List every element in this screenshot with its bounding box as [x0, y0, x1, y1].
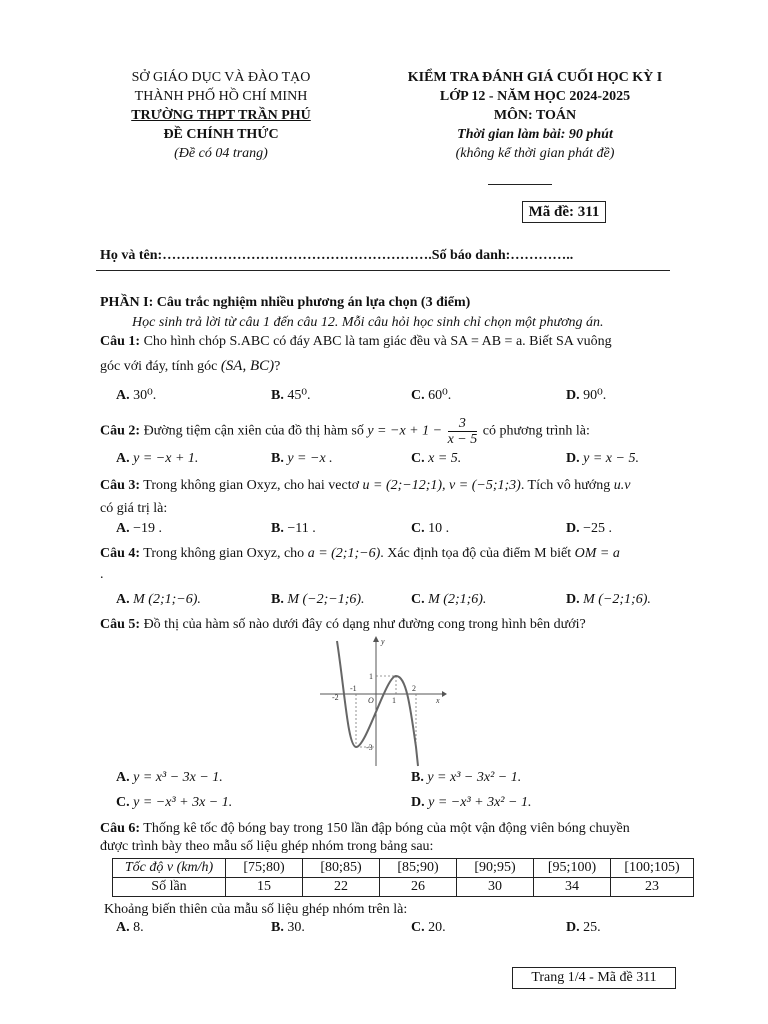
- q1-text-end: ?: [274, 359, 281, 374]
- q2-text-a: Đường tiệm cận xiên của đồ thị hàm số: [140, 423, 368, 439]
- q2-label: Câu 2:: [100, 423, 141, 439]
- q4-om-expr: OM = a: [574, 546, 620, 561]
- table-cell: 34: [534, 878, 611, 897]
- header-left: [96, 68, 346, 163]
- q2-option-b[interactable]: B. y = −x .: [271, 451, 333, 466]
- q3-u-vector: u = (2;−12;1),: [362, 478, 450, 493]
- header-right: [360, 68, 710, 163]
- q6-frequency-table: [112, 858, 694, 897]
- table-cell: [80;85): [303, 859, 380, 878]
- q3-text-c: có giá trị là:: [100, 501, 168, 516]
- q5-option-a[interactable]: A. y = x³ − 3x − 1.: [116, 770, 223, 785]
- city-name: THÀNH PHỐ HỒ CHÍ MINH: [134, 89, 308, 104]
- q2-option-a[interactable]: A. y = −x + 1.: [116, 451, 199, 466]
- q2-expr: y = −x + 1 −: [367, 423, 443, 439]
- table-header-speed: Tốc độ v (km/h): [113, 859, 226, 878]
- x-axis-arrow: [442, 691, 447, 697]
- table-cell: [75;80): [226, 859, 303, 878]
- department-name: SỞ GIÁO DỤC VÀ ĐÀO TẠO: [131, 70, 311, 85]
- q4-line1: [100, 545, 620, 563]
- q5-text: Đồ thị của hàm số nào dưới đây có dạng như đường cong trong hình bên dưới?: [140, 617, 586, 632]
- q1-option-a[interactable]: A. 30⁰.: [116, 388, 157, 403]
- student-info-line: Họ và tên:………………………………………………….Số báo danh:…………..: [100, 248, 574, 263]
- q6-option-d[interactable]: D. 25.: [566, 920, 601, 935]
- exam-title: KIỂM TRA ĐÁNH GIÁ CUỐI HỌC KỲ I: [407, 70, 663, 85]
- tick-x-neg2: -2: [332, 693, 339, 702]
- tick-x-neg1: -1: [350, 684, 357, 693]
- q2-option-d[interactable]: D. y = x − 5.: [566, 451, 639, 466]
- q1-line2: [100, 357, 280, 376]
- time-limit: Thời gian làm bài: 90 phút: [457, 127, 613, 142]
- tick-x-1: 1: [392, 696, 396, 705]
- official-label: ĐỀ CHÍNH THỨC: [163, 127, 279, 142]
- q4-label: Câu 4:: [100, 546, 141, 561]
- q3-line1: [100, 477, 630, 495]
- table-cell: [90;95): [457, 859, 534, 878]
- q4-text-a: Trong không gian Oxyz, cho: [140, 546, 308, 561]
- grade-year: LỚP 12 - NĂM HỌC 2024-2025: [439, 89, 631, 104]
- q3-label: Câu 3:: [100, 478, 141, 493]
- header-divider: [488, 184, 552, 185]
- table-cell: [85;90): [380, 859, 457, 878]
- table-cell: [95;100): [534, 859, 611, 878]
- q6-text-c: Khoảng biến thiên của mẫu số liệu ghép nhóm trên là:: [104, 902, 408, 917]
- tick-y-1: 1: [369, 672, 373, 681]
- q6-text-a: Thống kê tốc độ bóng bay trong 150 lần đập bóng của một vận động viên bóng chuyền: [140, 821, 630, 836]
- subject: MÔN: TOÁN: [493, 108, 577, 123]
- q5-line1: [100, 616, 586, 634]
- part1-instruction: Học sinh trả lời từ câu 1 đến câu 12. Mỗi câu hỏi học sinh chỉ chọn một phương án.: [132, 315, 604, 330]
- q4-option-a[interactable]: A. M (2;1;−6).: [116, 592, 201, 607]
- q5-label: Câu 5:: [100, 617, 141, 632]
- q5-curve: [337, 641, 418, 766]
- q1-option-d[interactable]: D. 90⁰.: [566, 388, 607, 403]
- q4-option-d[interactable]: D. M (−2;1;6).: [566, 592, 651, 607]
- page-footer: Trang 1/4 - Mã đề 311: [512, 967, 676, 989]
- q6-option-a[interactable]: A. 8.: [116, 920, 144, 935]
- table-header-count: Số lần: [113, 878, 226, 897]
- q5-option-d[interactable]: D. y = −x³ + 3x² − 1.: [411, 795, 532, 810]
- q3-option-c[interactable]: C. 10 .: [411, 521, 450, 536]
- q6-option-c[interactable]: C. 20.: [411, 920, 446, 935]
- q6-option-b[interactable]: B. 30.: [271, 920, 305, 935]
- q3-dot-expr: u.v: [613, 478, 631, 493]
- q4-text-b: . Xác định tọa độ của điểm M biết: [380, 546, 575, 561]
- q1-option-b[interactable]: B. 45⁰.: [271, 388, 311, 403]
- tick-y-neg3: -3: [366, 743, 373, 752]
- page-count-note: (Đề có 04 trang): [174, 146, 268, 161]
- table-cell: 30: [457, 878, 534, 897]
- q6-line1: [100, 820, 630, 838]
- table-cell: 23: [611, 878, 694, 897]
- q3-option-d[interactable]: D. −25 .: [566, 521, 613, 536]
- table-row: [113, 859, 694, 878]
- part1-title: PHẦN I: Câu trắc nghiệm nhiều phương án lựa chọn (3 điểm): [100, 295, 471, 310]
- q1-text-a: Cho hình chóp S.ABC có đáy ABC là tam giác đều và SA = AB = a. Biết SA vuông: [140, 334, 612, 349]
- table-cell: 22: [303, 878, 380, 897]
- q3-option-b[interactable]: B. −11 .: [271, 521, 316, 536]
- table-cell: 26: [380, 878, 457, 897]
- q2-option-c[interactable]: C. x = 5.: [411, 451, 462, 466]
- exam-code-box: Mã đề: 311: [522, 201, 606, 223]
- q3-option-a[interactable]: A. −19 .: [116, 521, 163, 536]
- q5-option-b[interactable]: B. y = x³ − 3x² − 1.: [411, 770, 522, 785]
- q3-v-vector: v = (−5;1;3): [449, 478, 521, 493]
- q1-line1: [100, 333, 612, 351]
- q3-text-a: Trong không gian Oxyz, cho hai vectơ: [140, 478, 363, 493]
- time-note: (không kể thời gian phát đề): [455, 146, 615, 161]
- table-row: [113, 878, 694, 897]
- q4-text-c: .: [100, 567, 104, 582]
- q2-text-end: có phương trình là:: [479, 423, 590, 439]
- y-axis-label: y: [381, 637, 385, 646]
- q1-text-b: góc với đáy, tính góc: [100, 359, 221, 374]
- q3-text-b: . Tích vô hướng: [520, 478, 614, 493]
- q1-angle-expr: (SA, BC): [220, 358, 275, 374]
- q5-option-c[interactable]: C. y = −x³ + 3x − 1.: [116, 795, 233, 810]
- q6-label: Câu 6:: [100, 821, 141, 836]
- q2-fraction: $\frac{3}{x - 5}$: [447, 416, 478, 447]
- student-info-rule: [96, 270, 670, 271]
- q4-option-c[interactable]: C. M (2;1;6).: [411, 592, 487, 607]
- table-cell: 15: [226, 878, 303, 897]
- origin-label: O: [368, 696, 374, 705]
- q4-a-vector: a = (2;1;−6): [307, 546, 381, 561]
- x-axis-label: x: [436, 696, 440, 705]
- q1-label: Câu 1:: [100, 334, 141, 349]
- school-name: TRƯỜNG THPT TRẦN PHÚ: [131, 108, 311, 123]
- q5-graph: [318, 634, 448, 768]
- q4-option-b[interactable]: B. M (−2;−1;6).: [271, 592, 365, 607]
- tick-x-2: 2: [412, 684, 416, 693]
- table-cell: [100;105): [611, 859, 694, 878]
- y-axis-arrow: [373, 636, 379, 642]
- q1-option-c[interactable]: C. 60⁰.: [411, 388, 452, 403]
- q2-line1: [100, 416, 590, 447]
- q6-text-b: được trình bày theo mẫu số liệu ghép nhóm trong bảng sau:: [100, 839, 434, 854]
